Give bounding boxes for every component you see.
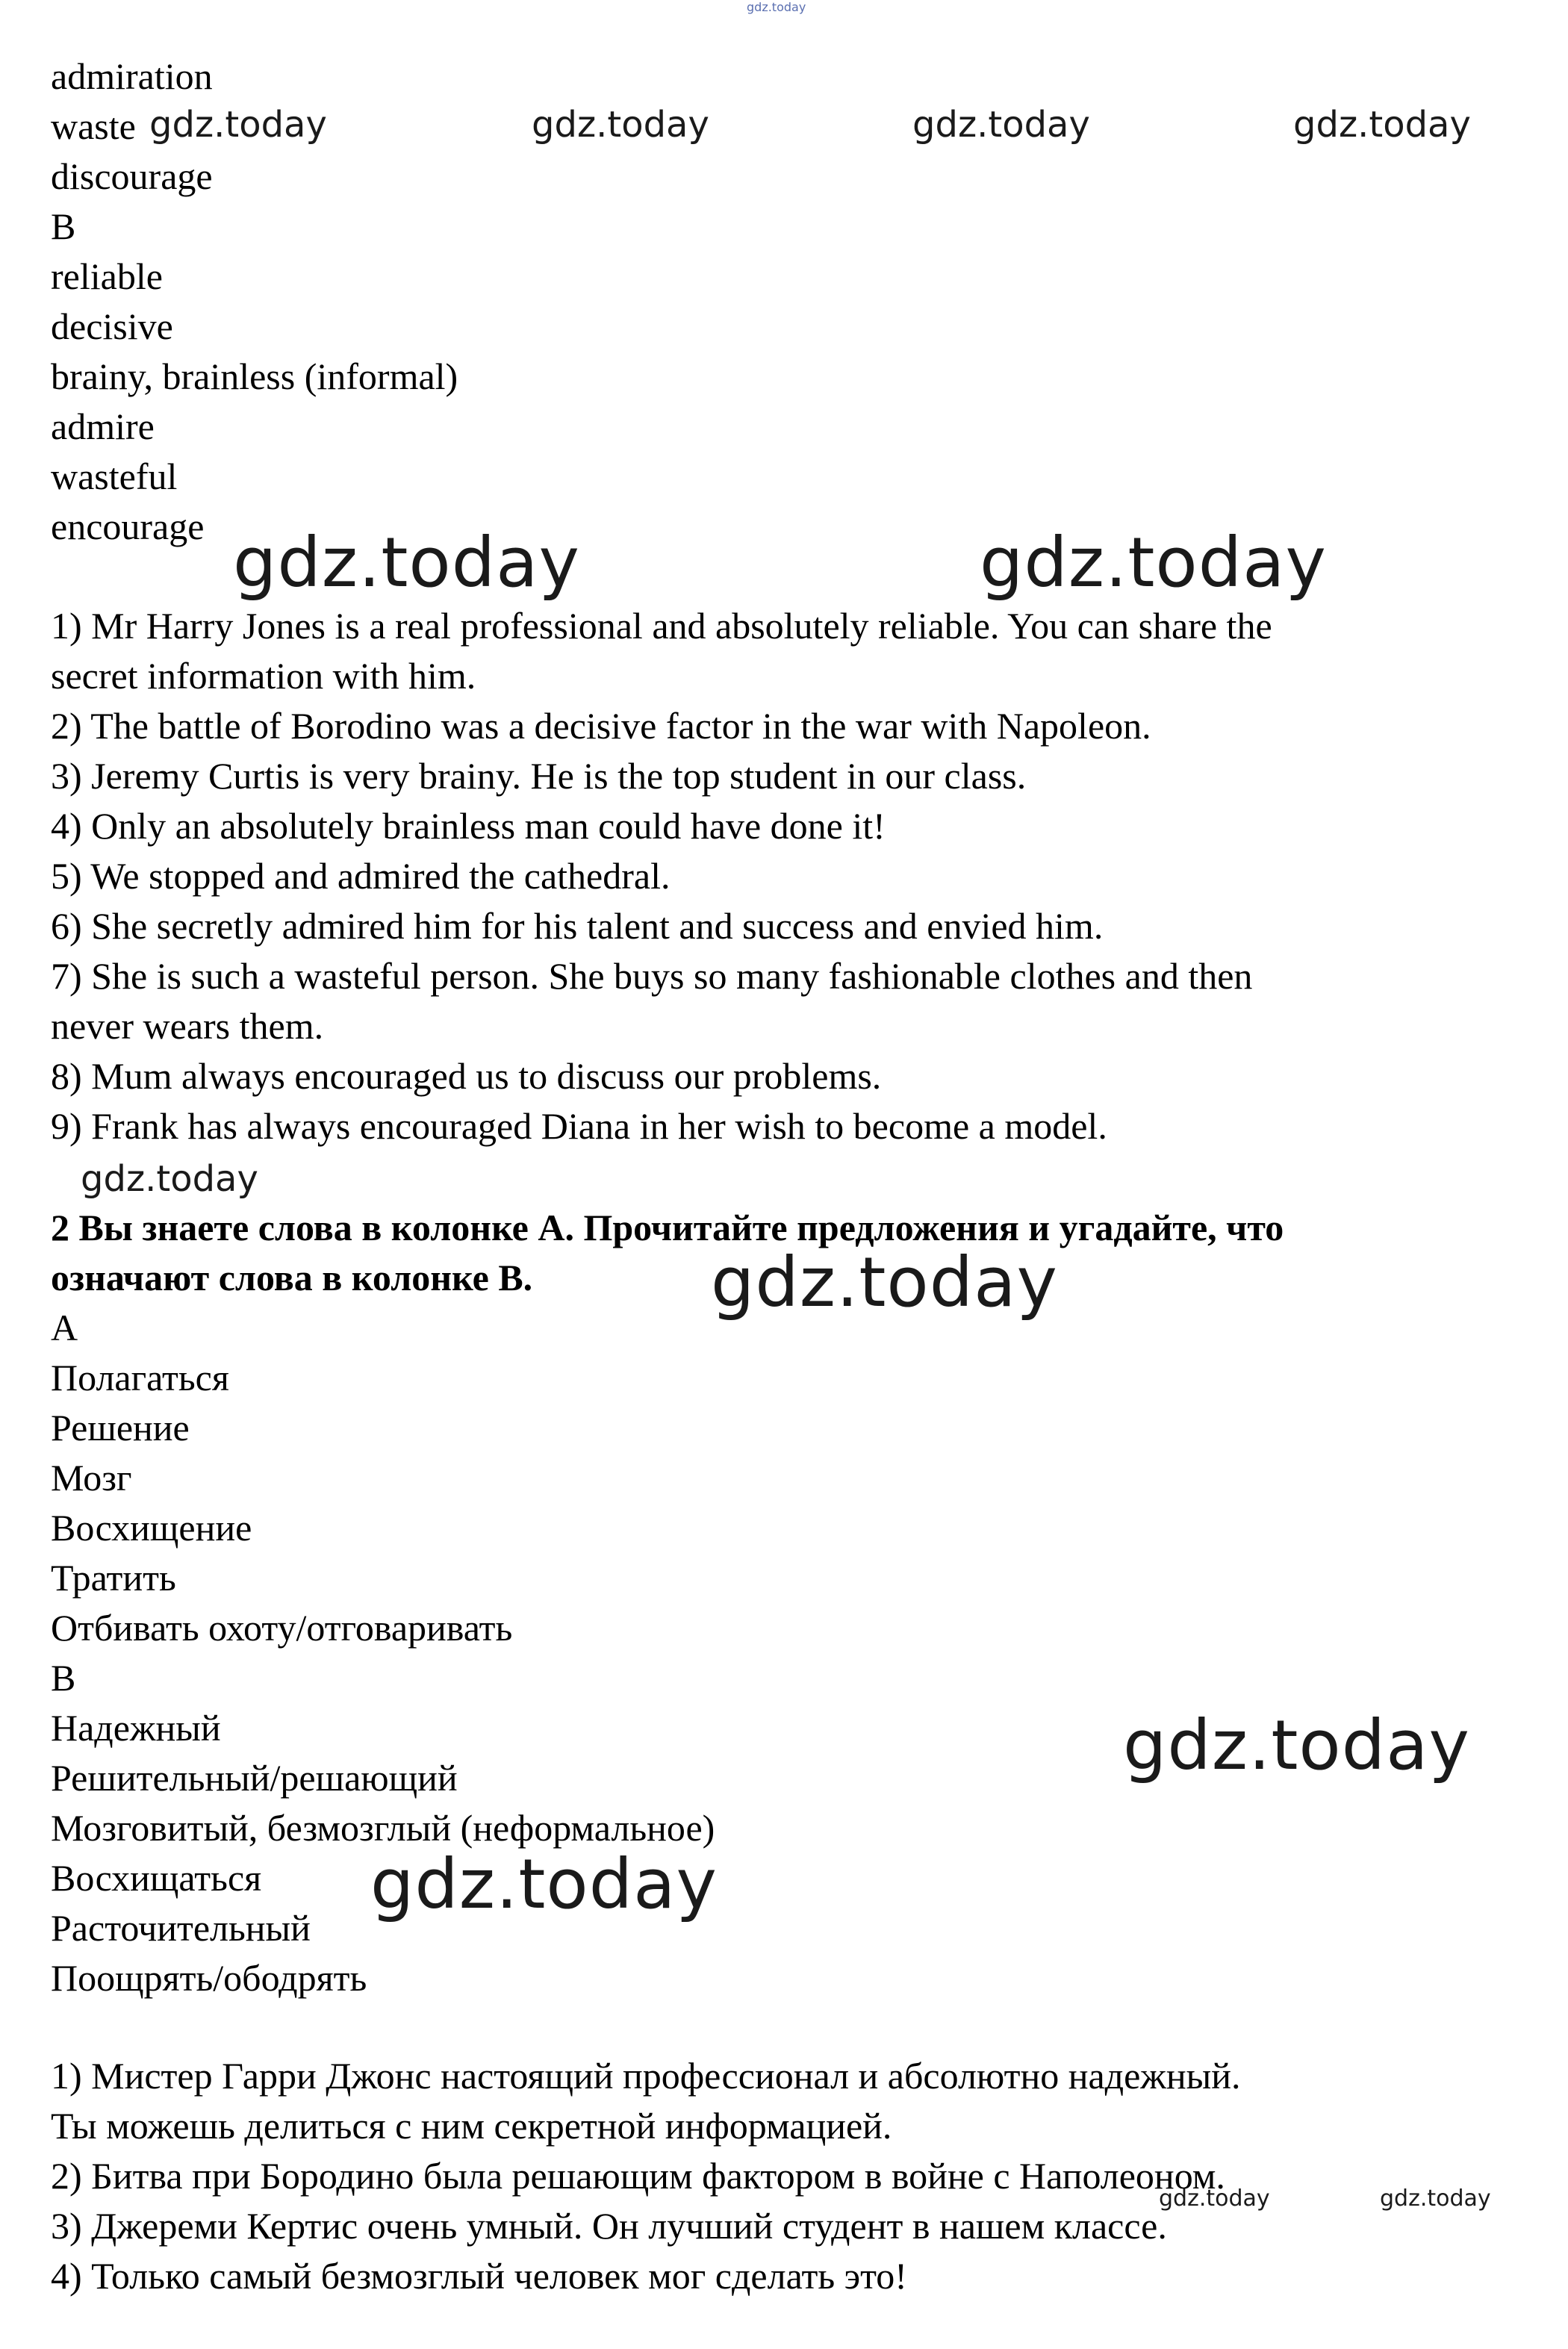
column-b-header: B [51,205,76,247]
word-brainy: brainy, brainless (informal) [51,355,458,397]
sentence-ru-3: 3) Джереми Кертис очень умный. Он лучший студент в нашем классе. [51,2205,1167,2247]
sentence-ru-4: 4) Только самый безмозглый человек мог сделать это! [51,2255,907,2297]
exercise-2-heading: 2 Вы знаете слова в колонке А. Прочитайте предложения и угадайте, что [51,1207,1284,1248]
column-a-header-ru: А [51,1307,78,1348]
word-ru-reliable: Надежный [51,1707,221,1749]
sentence-4: 4) Only an absolutely brainless man could have done it! [51,805,886,847]
watermark-top: gdz.today [747,0,806,14]
word-ru-admire: Восхищаться [51,1857,262,1899]
watermark: gdz.today [532,104,709,146]
watermark: gdz.today [1380,2185,1491,2212]
word-ru-rely: Полагаться [51,1357,229,1398]
sentence-7-cont: never wears them. [51,1005,324,1047]
sentence-1: 1) Mr Harry Jones is a real professional and absolutely reliable. You can share the [51,605,1272,647]
watermark: gdz.today [81,1158,258,1200]
watermark: gdz.today [711,1242,1058,1322]
word-ru-waste: Тратить [51,1557,176,1599]
word-encourage: encourage [51,505,205,547]
sentence-3: 3) Jeremy Curtis is very brainy. He is the top student in our class. [51,755,1027,797]
watermark: gdz.today [370,1844,718,1924]
word-admiration: admiration [51,55,213,97]
word-ru-admiration: Восхищение [51,1507,252,1549]
sentence-6: 6) She secretly admired him for his talent and success and envied him. [51,905,1104,947]
sentence-2: 2) The battle of Borodino was a decisive factor in the war with Napoleon. [51,705,1151,747]
word-ru-wasteful: Расточительный [51,1907,311,1949]
exercise-2-heading-cont: означают слова в колонке В. [51,1257,533,1298]
sentence-5: 5) We stopped and admired the cathedral. [51,855,671,897]
watermark: gdz.today [1123,1705,1470,1785]
word-ru-decision: Решение [51,1407,190,1449]
word-admire: admire [51,405,155,447]
sentence-9: 9) Frank has always encouraged Diana in her wish to become a model. [51,1105,1107,1147]
word-wasteful: wasteful [51,455,178,497]
sentence-7: 7) She is such a wasteful person. She buys so many fashionable clothes and then [51,955,1253,997]
word-ru-encourage: Поощрять/ободрять [51,1957,367,1999]
watermark: gdz.today [912,104,1090,146]
word-decisive: decisive [51,305,173,347]
word-ru-discourage: Отбивать охоту/отговаривать [51,1607,513,1649]
watermark: gdz.today [1159,2185,1270,2212]
word-reliable: reliable [51,255,163,297]
sentence-1-cont: secret information with him. [51,655,476,697]
watermark: gdz.today [149,104,327,146]
sentence-ru-2: 2) Битва при Бородино была решающим фактором в войне с Наполеоном. [51,2155,1225,2197]
watermark: gdz.today [980,523,1327,603]
word-ru-brainy: Мозговитый, безмозглый (неформальное) [51,1807,715,1849]
column-b-header-ru: В [51,1657,76,1699]
word-ru-decisive: Решительный/решающий [51,1757,458,1799]
watermark: gdz.today [1293,104,1471,146]
word-discourage: discourage [51,155,213,197]
word-waste: waste [51,105,136,147]
sentence-ru-1-cont: Ты можешь делиться с ним секретной информацией. [51,2105,892,2147]
sentence-8: 8) Mum always encouraged us to discuss our problems. [51,1055,882,1097]
word-ru-brain: Мозг [51,1457,132,1499]
watermark: gdz.today [233,523,580,603]
sentence-ru-1: 1) Мистер Гарри Джонс настоящий профессионал и абсолютно надежный. [51,2055,1241,2097]
